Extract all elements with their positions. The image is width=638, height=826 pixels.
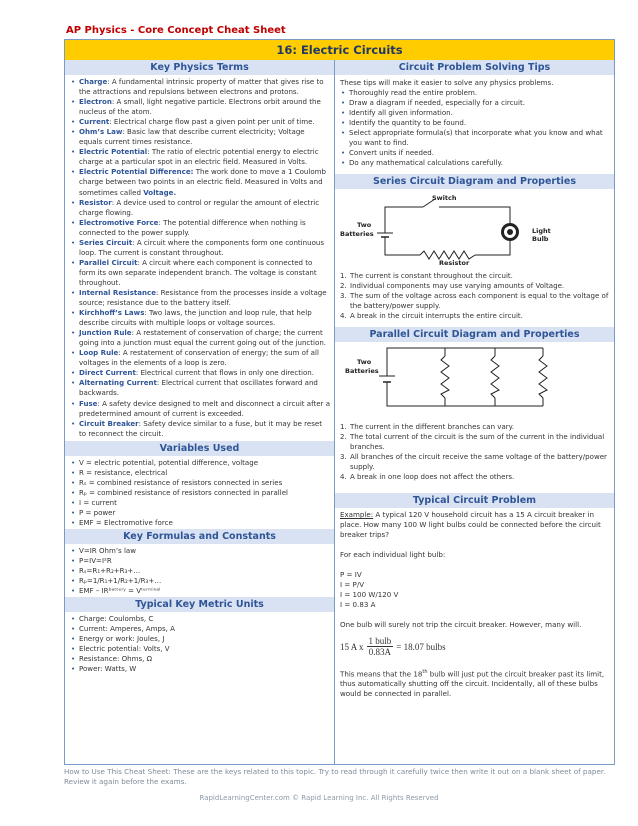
term-definition: Electrical current that flows in only one direction. — [138, 368, 314, 378]
term-item — [71, 127, 330, 147]
term-name: Circuit Breaker — [79, 418, 139, 428]
series-bulb-symbol — [501, 223, 519, 241]
term-name: Kirchhoff’s Laws — [79, 308, 145, 318]
term-definition: A safety device designed to melt and disconnect a circuit after a predetermined amount of current is exceeded. — [79, 398, 331, 418]
term-separator: : — [135, 368, 139, 378]
tip-item: • Identify all given information. — [341, 108, 610, 118]
term-name: Fuse — [79, 398, 98, 408]
unit-item: • Resistance: Ohms, Ω — [71, 654, 330, 664]
term-item — [71, 238, 330, 258]
term-definition: A restatement of conservation of charge; the current going into a junction must equal the current going out of the junction. — [79, 328, 327, 348]
tip-item: • Select appropriate formula(s) that incorporate what you know and what you want to find. — [341, 128, 610, 148]
equation-4: I = 0.83 A — [340, 600, 376, 609]
series-resistor-label: Resistor — [439, 259, 470, 267]
unit-item: • Charge: Coulombs, C — [71, 614, 330, 624]
term-name: Resistor — [79, 197, 112, 207]
series-bulb-label-1: Light — [532, 227, 551, 235]
term-separator: : — [111, 97, 115, 107]
term-item — [71, 348, 330, 368]
term-item — [71, 399, 330, 419]
term-separator: : — [156, 287, 159, 297]
calc-left: 15 A x — [340, 641, 364, 652]
term-definition: Resistance from the processes inside a voltage source; resistance due to the battery itself. — [79, 287, 327, 308]
term-name: Series Circuit — [79, 237, 133, 247]
tip-item: • Draw a diagram if needed, especially for a circuit. — [341, 98, 610, 108]
term-definition: Safety device similar to a fuse, but it may be reset to reconnect the circuit. — [79, 418, 322, 438]
term-name: Electric Potential Difference: — [79, 167, 194, 177]
term-name: Electric Potential — [79, 147, 148, 157]
term-item — [71, 147, 330, 167]
tips-intro: These tips will make it easier to solve any physics problems. — [340, 78, 554, 87]
units-list — [65, 612, 334, 674]
calc-result: = 18.07 bulbs — [396, 641, 446, 652]
formula-item: • EMF – IRᵇᵃᵗᵗᵉʳʸ = Vᵗᵉʳᵐⁱⁿᵃˡ — [71, 586, 330, 596]
term-definition: Electrical current that oscillates forward and backwards. — [79, 378, 318, 398]
item-number: 1. — [340, 422, 347, 431]
series-resistor-symbol — [420, 251, 475, 259]
term-separator: : — [109, 117, 112, 127]
parallel-property — [340, 452, 610, 472]
series-batteries-label-2: Batteries — [340, 230, 374, 238]
term-definition: A device used to control or regular the amount of electric charge flowing. — [79, 197, 320, 217]
term-definition: The potential difference when nothing is connected to the power supply. — [79, 217, 306, 237]
parallel-resistor-3 — [539, 356, 547, 398]
term-separator: : — [111, 197, 115, 207]
tips-list — [335, 88, 614, 168]
term-item — [71, 77, 330, 97]
term-item — [71, 117, 330, 127]
term-separator: : — [138, 418, 142, 428]
series-property — [340, 311, 610, 321]
term-separator: : — [122, 127, 125, 137]
tips-heading: Circuit Problem Solving Tips — [335, 60, 614, 75]
variable-item: • R = resistance, electrical — [71, 468, 330, 478]
item-number: 2. — [340, 432, 347, 441]
term-definition: A circuit where the components form one continuous loop. The current is constant throughout. — [79, 237, 325, 257]
variable-item: • P = power — [71, 508, 330, 518]
terms-list — [65, 75, 334, 439]
term-definition: Two laws, the junction and loop rule, that help describe circuits with multiple loops or voltage sources. — [79, 308, 312, 328]
term-separator: : — [147, 147, 150, 157]
term-name: Current — [79, 117, 110, 127]
series-heading: Series Circuit Diagram and Properties — [335, 174, 614, 189]
variables-list — [65, 456, 334, 528]
conclusion-1: One bulb will surely not trip the circuit breaker. However, many will. — [340, 620, 582, 629]
term-definition: Basic law that describe current electricity; Voltage equals current times resistance. — [79, 127, 305, 147]
term-name: Loop Rule — [79, 348, 119, 358]
term-separator: : — [131, 328, 134, 338]
term-separator: : — [107, 77, 110, 86]
terms-heading: Key Physics Terms — [65, 60, 334, 75]
formula-item: • V=IR Ohm’s law — [71, 546, 330, 556]
calc-denominator: 0.83A — [368, 647, 392, 657]
series-property — [340, 291, 610, 311]
equation-2: I = P/V — [340, 580, 365, 589]
term-definition: A circuit where each component is connected to form its own separate independent branch. The voltage is constant throughout. — [79, 257, 317, 287]
item-number: 2. — [340, 281, 347, 290]
term-item — [71, 218, 330, 238]
term-definition: The work done to move a 1 Coulomb charge between two points in an electric field. Measured in Volts and sometimes called — [79, 167, 326, 197]
series-properties-list — [335, 271, 614, 321]
series-property-text: Individual components may use varying amounts of Voltage. — [350, 281, 565, 290]
parallel-resistor-2 — [491, 356, 499, 398]
term-separator: : — [118, 348, 121, 358]
term-item — [71, 258, 330, 288]
term-name: Alternating Current — [79, 378, 157, 388]
parallel-heading: Parallel Circuit Diagram and Properties — [335, 327, 614, 342]
series-property — [340, 281, 610, 291]
variables-heading: Variables Used — [65, 441, 334, 456]
parallel-circuit-diagram — [335, 342, 614, 412]
tip-item: • Do any mathematical calculations carefully. — [341, 158, 610, 168]
term-name: Ohm’s Law — [79, 127, 123, 137]
parallel-properties-list — [335, 416, 614, 482]
parallel-property — [340, 432, 610, 452]
variable-item: • Rₛ = combined resistance of resistors connected in series — [71, 478, 330, 488]
parallel-battery-symbol — [379, 376, 395, 382]
variable-item: • Rₚ = combined resistance of resistors connected in parallel — [71, 488, 330, 498]
term-name: Direct Current — [79, 368, 136, 378]
formula-item: • P=IV=I²R — [71, 556, 330, 566]
parallel-resistor-1 — [441, 356, 449, 398]
cheat-sheet — [64, 39, 615, 765]
term-name: Junction Rule — [79, 328, 132, 338]
equation-3: I = 100 W/120 V — [340, 590, 399, 599]
term-separator: : — [156, 378, 160, 388]
term-item — [71, 97, 330, 117]
term-separator: : — [137, 257, 140, 267]
parallel-property-text: The current in the different branches can vary. — [350, 422, 515, 431]
parallel-property-text: A break in one loop does not affect the others. — [350, 472, 515, 481]
parallel-property — [340, 422, 610, 432]
variable-item: • V = electric potential, potential difference, voltage — [71, 458, 330, 468]
term-separator: : — [97, 398, 100, 408]
bulb-calculation — [340, 636, 609, 657]
step-intro: For each individual light bulb: — [340, 550, 446, 559]
term-separator: : — [144, 308, 147, 318]
variable-item: • I = current — [71, 498, 330, 508]
term-item — [71, 288, 330, 308]
term-definition: Electrical charge flow past a given point per unit of time. — [111, 117, 315, 127]
series-circuit-diagram — [335, 189, 614, 267]
term-item — [71, 167, 330, 197]
left-column — [65, 60, 335, 764]
term-item — [71, 328, 330, 348]
term-tail: Voltage. — [143, 187, 177, 197]
term-item — [71, 419, 330, 439]
term-item — [71, 378, 330, 398]
term-item — [71, 198, 330, 218]
unit-item: • Electric potential: Volts, V — [71, 644, 330, 654]
tip-item: • Convert units if needed. — [341, 148, 610, 158]
item-number: 4. — [340, 472, 347, 481]
typical-problem — [335, 508, 614, 699]
series-property-text: The current is constant throughout the circuit. — [350, 271, 513, 280]
term-separator: : — [158, 217, 161, 227]
term-item — [71, 368, 330, 378]
term-name: Parallel Circuit — [79, 257, 138, 267]
term-name: Charge — [79, 77, 108, 86]
footer-credit: RapidLearningCenter.com © Rapid Learning Inc. All Rights Reserved — [199, 794, 439, 802]
usage-note: How to Use This Cheat Sheet: These are the keys related to this topic. Try to read through it carefully twice then write it out on a blank sheet of paper. Review it again before the exams. — [64, 767, 606, 786]
document-title: AP Physics - Core Concept Cheat Sheet — [66, 25, 286, 36]
unit-item: • Power: Watts, W — [71, 664, 330, 674]
formulas-heading: Key Formulas and Constants — [65, 529, 334, 544]
item-number: 1. — [340, 271, 347, 280]
formulas-list — [65, 544, 334, 596]
term-name: Electron — [79, 97, 112, 107]
term-name: Internal Resistance — [79, 287, 157, 297]
term-name: Electromotive Force — [79, 217, 159, 227]
conclusion-2: This means that the 18th bulb will just put the circuit breaker past its limit, thus automatically shutting off the circuit. Incidentally, all of these bulbs would be connected in parallel. — [340, 669, 605, 699]
calc-numerator: 1 bulb — [368, 636, 392, 646]
series-batteries-label-1: Two — [357, 221, 372, 229]
term-item — [71, 308, 330, 328]
series-bulb-label-2: Bulb — [532, 235, 549, 243]
example-text: A typical 120 V household circuit has a 15 A circuit breaker in place. How many 100 W light bulbs could be connected before the circuit breaker trips? — [340, 510, 601, 539]
parallel-batteries-label-1: Two — [357, 358, 372, 366]
series-property — [340, 271, 610, 281]
item-number: 3. — [340, 452, 347, 461]
term-separator: : — [132, 237, 135, 247]
parallel-property — [340, 472, 610, 482]
series-switch-label: Switch — [432, 194, 457, 202]
problem-heading: Typical Circuit Problem — [335, 493, 614, 508]
item-number: 4. — [340, 311, 347, 320]
series-property-text: A break in the circuit interrupts the entire circuit. — [350, 311, 523, 320]
tip-item: • Thoroughly read the entire problem. — [341, 88, 610, 98]
example-label: Example: — [340, 510, 374, 519]
formula-item: • Rₚ=1/R₁+1/R₂+1/R₃+… — [71, 576, 330, 586]
parallel-wires — [387, 348, 543, 406]
term-definition: A small, light negative particle. Electrons orbit around the nucleus of the atom. — [79, 97, 321, 117]
tip-item: • Identify the quantity to be found. — [341, 118, 610, 128]
series-wires — [385, 199, 510, 255]
equation-1: P = IV — [340, 570, 362, 579]
term-definition: The ratio of electric potential energy to electric charge at a particular spot in an electric field. Measured in Volts. — [79, 147, 319, 167]
parallel-property-text: All branches of the circuit receive the same voltage of the battery/power supply. — [350, 452, 607, 471]
term-definition: A fundamental intrinsic property of matter that gives rise to the attractions and repulsions between electrons and protons. — [79, 77, 324, 97]
unit-item: • Current: Amperes, Amps, A — [71, 624, 330, 634]
parallel-batteries-label-2: Batteries — [345, 367, 379, 375]
variable-item: • EMF = Electromotive force — [71, 518, 330, 528]
units-heading: Typical Key Metric Units — [65, 597, 334, 612]
series-property-text: The sum of the voltage across each component is equal to the voltage of the battery/power supply. — [350, 291, 609, 310]
parallel-property-text: The total current of the circuit is the sum of the current in the individual branches. — [350, 432, 605, 451]
term-definition: A restatement of conservation of energy; the sum of all voltages in the elements of a loop is zero. — [79, 348, 319, 368]
formula-item: • Rₛ=R₁+R₂+R₃+… — [71, 566, 330, 576]
unit-item: • Energy or work: Joules, J — [71, 634, 330, 644]
item-number: 3. — [340, 291, 347, 300]
topic-title: 16: Electric Circuits — [65, 40, 614, 60]
series-battery-symbol — [377, 233, 393, 237]
right-column — [335, 60, 614, 764]
